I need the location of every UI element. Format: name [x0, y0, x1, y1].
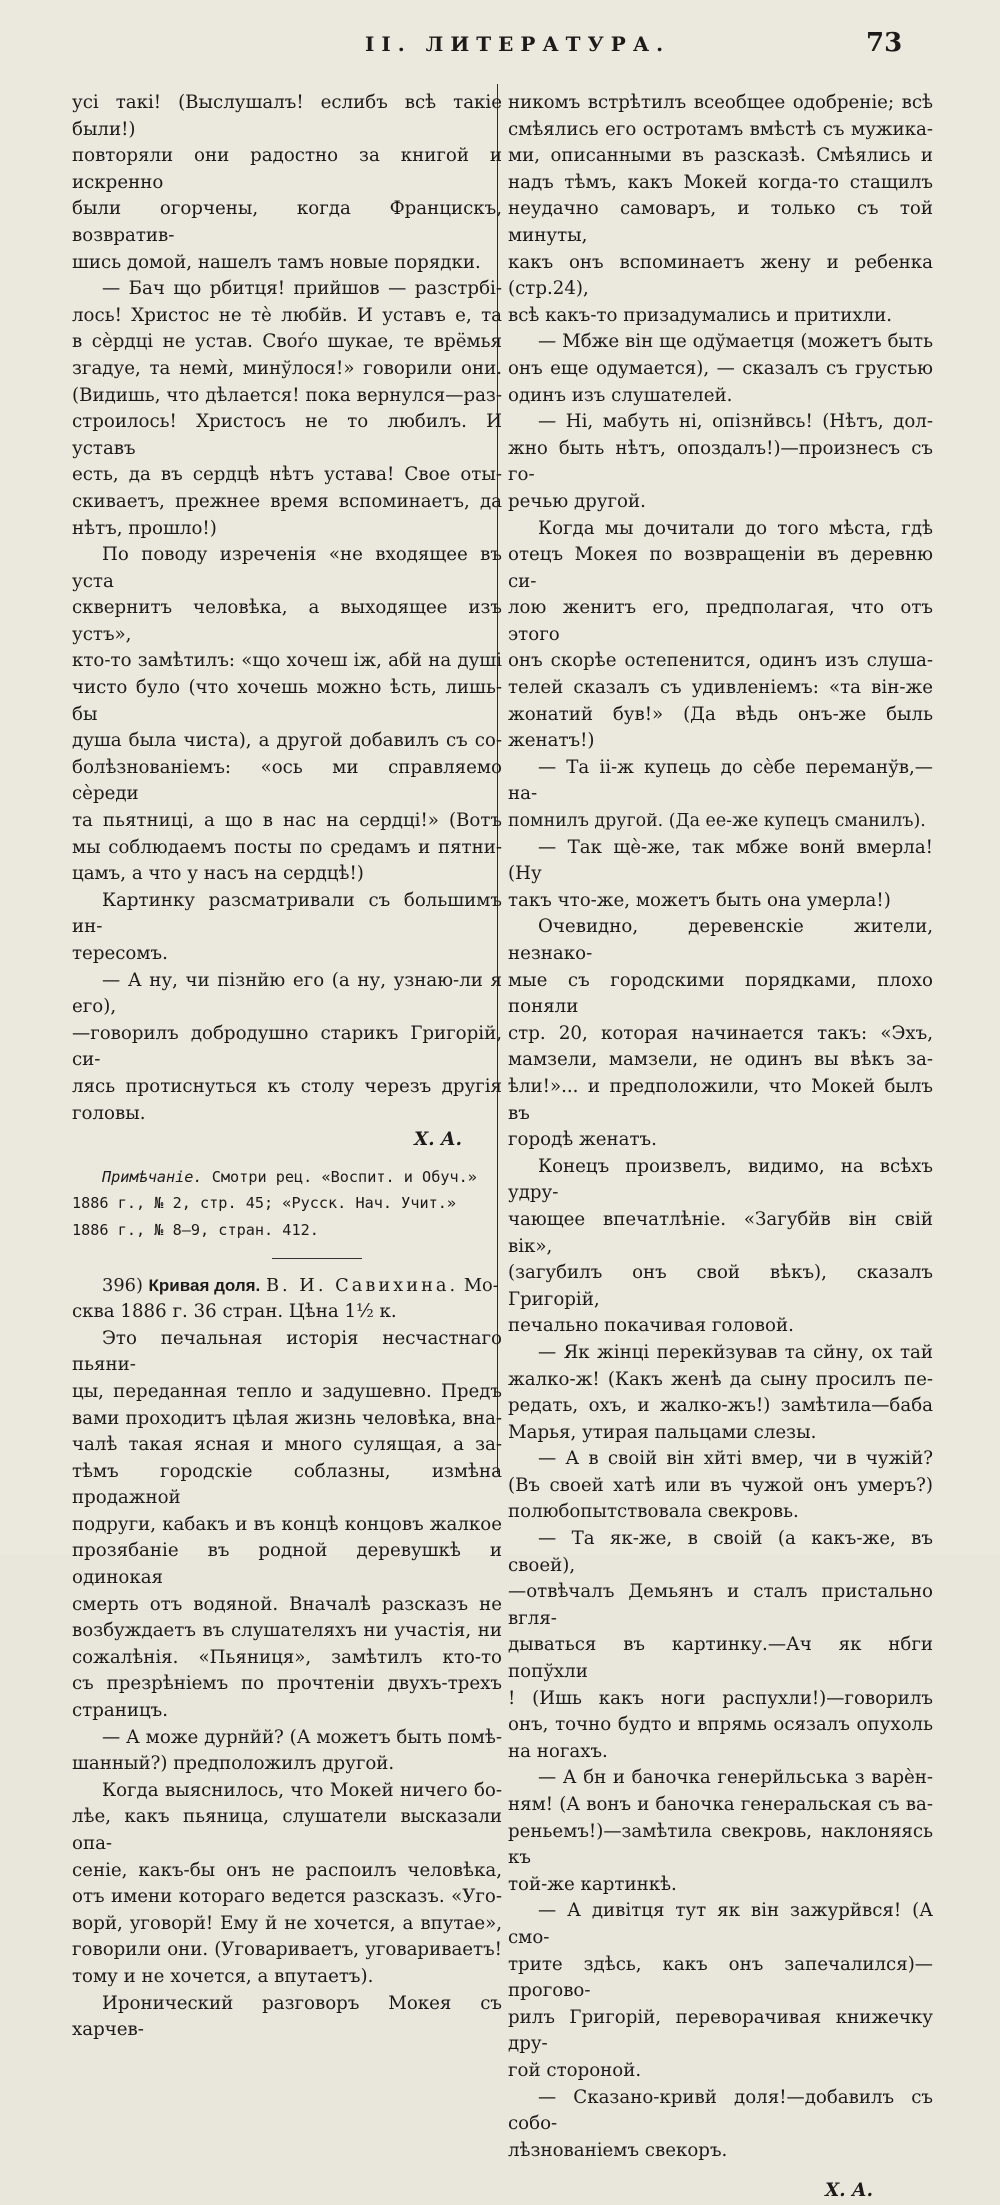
running-title: II. ЛИТЕРАТУРА. — [365, 32, 671, 56]
text-line: — А бн и баночка генерйльська з варѐн- — [538, 1767, 933, 1789]
text-line: чисто було (что хочешь можно ѣсть, лишь-бы — [72, 677, 502, 725]
text-line: лою женитъ его, предполагая, что отъ этого — [508, 597, 933, 645]
text-line: отъ имени котораго ведется разсказъ. «Уго- — [72, 1886, 502, 1908]
entry-title: Кривая доля. — [148, 1275, 261, 1295]
entry-heading — [72, 1273, 502, 1300]
page-header — [0, 28, 1000, 68]
text-line: тересомъ. — [72, 943, 168, 964]
footnote-text: Смотри рец. «Воспит. и Обуч.» — [211, 1167, 477, 1186]
text-line: вами проходитъ цѣлая жизнь человѣка, вна- — [72, 1407, 502, 1429]
footnote-line: 1886 г., № 8—9, стран. 412. — [72, 1220, 319, 1239]
text-line: кто-то замѣтилъ: «що хочеш іж, абй на душі — [72, 650, 502, 672]
text-line: прозябаніе въ родной деревушкѣ и одинокая — [72, 1540, 502, 1589]
text-line: — А в своій він хйті вмер, чи в чужій? — [538, 1448, 933, 1470]
entry-author: В. И. Савихина. — [265, 1274, 459, 1296]
text-line: подруги, кабакъ и въ концѣ концовъ жалкое — [72, 1513, 502, 1535]
text-line: онъ, точно будто и впрямь осязалъ опухоль — [508, 1714, 933, 1736]
text-line: редать, охъ, и жалко-жъ!) замѣтила—баба — [508, 1395, 933, 1417]
text-line: — Як жінці перекйзував та сйну, ох тай — [538, 1341, 933, 1363]
text-line: — Та як-же, в своій (а какъ-же, въ своей), — [508, 1528, 933, 1576]
text-line: ѣли!»... и предположили, что Мокей былъ въ — [508, 1075, 933, 1124]
text-line: — Мбже він ще одўмаетця (можетъ быть — [538, 331, 933, 353]
text-line: лѣзнованіемъ свекоръ. — [508, 2139, 728, 2161]
text-line: цамъ, а что у насъ на сердцѣ!) — [72, 863, 364, 885]
signature: Х. А. — [414, 1129, 462, 1151]
text-line: тому и не хочется, а впутаетъ). — [72, 1965, 374, 1987]
text-line: усі такі! (Выслушалъ! еслибъ всѣ такіе были!) — [72, 92, 502, 140]
text-line: — Та ii-ж купець до сѐбе переманўв,—на- — [508, 756, 933, 805]
text-line: печально покачивая головой. — [508, 1315, 794, 1337]
text-line: стр. 20, которая начинается такъ: «Эхъ, — [508, 1022, 933, 1044]
text-line: жно быть нѣтъ, опоздалъ!)—произнесъ съ го- — [508, 437, 933, 486]
text-line: згадуе, та немѝ, минўлося!» говорили они. — [72, 357, 502, 379]
text-line: сожалѣнія. «Пьяниця», замѣтилъ кто-то — [72, 1646, 502, 1668]
text-line: всѣ какъ-то призадумались и притихли. — [508, 304, 893, 326]
text-line: страницъ. — [72, 1700, 169, 1722]
text-line: были огорчены, когда Францискъ, возвратив- — [72, 198, 502, 246]
text-line: — Сказано-кривй доля!—добавилъ съ собо- — [508, 2086, 933, 2135]
text-line: тѣмъ городскіе соблазны, измѣна продажной — [72, 1460, 502, 1509]
text-line: помнилъ другой. (Да ее-же купецъ сманилъ). — [508, 811, 926, 832]
text-line: мамзели, мамзели, не одинъ вы вѣкъ за- — [508, 1049, 933, 1071]
text-line: одинъ изъ слушателей. — [508, 384, 733, 406]
text-line: жонатий був!» (Да вѣдь онъ-же быль женатъ!) — [508, 703, 933, 752]
text-line: лѣе, какъ пьяница, слушатели высказали опа- — [72, 1806, 502, 1854]
text-line: на ногахъ. — [508, 1740, 608, 1762]
right-column — [508, 90, 933, 2205]
footnote-line: 1886 г., № 2, стр. 45; «Русск. Нач. Учит.» — [72, 1194, 457, 1213]
text-line: (Видишь, что дѣлается! пока вернулся—раз- — [72, 384, 502, 406]
text-line: той-же картинкѣ. — [508, 1873, 677, 1895]
text-line: смерть отъ водяной. Вначалѣ разсказъ не — [72, 1593, 502, 1615]
entry-number: 396) — [102, 1274, 143, 1296]
text-line: шись домой, нашелъ тамъ новые порядки. — [72, 251, 481, 273]
text-line: болѣзнованіемъ: «ось ми справляемо сѐреди — [72, 756, 502, 805]
text-line: — Ні, мабуть ні, опізнйвсь! (Нѣтъ, дол- — [538, 411, 933, 433]
text-line: какъ онъ вспоминаетъ жену и ребенка (стр.24), — [508, 251, 933, 300]
text-line: гой стороной. — [508, 2059, 642, 2081]
text-line: та пьятниці, а що в нас на сердці!» (Вотъ — [72, 810, 502, 832]
text-line: мые съ городскими порядками, плохо поняли — [508, 969, 933, 1018]
text-line: говорили они. (Уговариваетъ, уговариваетъ! — [72, 1939, 502, 1961]
text-line: возбуждаетъ въ слушателяхъ ни участія, ни — [72, 1620, 502, 1642]
text-line: — Бач що рбитця! прийшов — разстрбі- — [102, 278, 502, 300]
text-line: онъ скорѣе остепенится, одинъ изъ слуша- — [508, 650, 933, 672]
text-line: лось! Христос не тѐ любйв. И уставъ е, та — [72, 304, 502, 326]
text-line: — А може дурнйй? (А можетъ быть помѣ- — [102, 1726, 502, 1748]
text-line: сквернитъ человѣка, а выходящее изъ устъ», — [72, 597, 502, 645]
text-line: надъ тѣмъ, какъ Мокей когда-то стащилъ — [508, 171, 933, 193]
text-line: неудачно самоваръ, и только съ той минуты, — [508, 198, 933, 246]
text-line: Конецъ произвелъ, видимо, на всѣхъ удру- — [508, 1155, 933, 1204]
text-line: есть, да въ сердцѣ нѣтъ устава! Свое оты- — [72, 464, 502, 486]
text-line: рилъ Григорій, переворачивая книжечку дру- — [508, 2006, 933, 2055]
text-line: ! (Ишь какъ ноги распухли!)—говорилъ — [508, 1687, 933, 1709]
text-line: скиваетъ, прежнее время вспоминаетъ, да — [72, 490, 502, 512]
text-line: ням! (А вонъ и баночка генеральская съ ва- — [508, 1794, 933, 1815]
text-line: мы соблюдаемъ посты по средамъ и пятни- — [72, 836, 502, 858]
text-line: — Так щѐ-же, так мбже вонй вмерла! (Ну — [508, 836, 933, 885]
footnote-label: Примѣчаніе. — [102, 1167, 203, 1186]
signature: Х. А. — [825, 2180, 873, 2202]
text-line: Марья, утирая пальцами слезы. — [508, 1421, 817, 1443]
text-line: нѣтъ, прошло!) — [72, 517, 217, 539]
text-line: чалѣ такая ясная и много сулящая, а за- — [72, 1434, 502, 1456]
text-line: (загубилъ онъ свой вѣкъ), сказалъ Григорій, — [508, 1262, 933, 1310]
text-line: полюбопытствовала свекровь. — [508, 1501, 799, 1523]
footnote — [72, 1164, 502, 1244]
text-line: — А ну, чи пізнйю его (а ну, узнаю-ли я его), — [72, 969, 502, 1018]
text-line: (Въ своей хатѣ или въ чужой онъ умеръ?) — [508, 1474, 933, 1496]
text-line: цы, переданная тепло и задушевно. Предъ — [72, 1380, 502, 1402]
text-line: трите здѣсь, какъ онъ запечалился)—прогово- — [508, 1953, 933, 2002]
text-line: в сѐрдці не устав. Своѓо шукае, те врёмья — [72, 331, 502, 353]
entry-details: сква 1886 г. 36 стран. Цѣна 1½ к. — [72, 1301, 397, 1323]
text-line: Когда выяснилось, что Мокей ничего бо- — [102, 1779, 502, 1801]
entry-rest: Мо- — [463, 1274, 499, 1296]
text-line: —говорилъ добродушно старикъ Григорій, си- — [72, 1022, 502, 1071]
text-line: такъ что-же, можетъ быть она умерла!) — [508, 889, 891, 911]
text-line: головы. — [72, 1102, 146, 1124]
footnote-line — [72, 1164, 502, 1191]
text-line: жалко-ж! (Какъ женѣ да сыну просилъ пе- — [508, 1368, 933, 1390]
text-line: Иронический разговоръ Мокея съ харчев- — [72, 1992, 502, 2041]
text-line: речью другой. — [508, 490, 646, 512]
text-line: смѣялись его остротамъ вмѣстѣ съ мужика- — [508, 118, 933, 140]
text-line: Очевидно, деревенскіе жители, незнако- — [508, 916, 933, 964]
text-line: дываться въ картинку.—Ач як нбги попўхли — [508, 1634, 933, 1683]
text-line: реньемъ!)—замѣтила свекровь, наклоняясь къ — [508, 1820, 933, 1869]
text-line: повторяли они радостно за книгой и искренно — [72, 145, 502, 193]
text-line: городѣ женатъ. — [508, 1129, 657, 1151]
text-line: шанный?) предположилъ другой. — [72, 1753, 395, 1775]
text-line: — А дивітця тут як він зажурйвся! (А смо- — [508, 1900, 933, 1948]
text-line: чающее впечатлѣніе. «Загубйв він свій вік», — [508, 1208, 933, 1257]
section-rule — [272, 1258, 362, 1259]
text-line: —отвѣчалъ Демьянъ и сталъ пристально вгля- — [508, 1581, 933, 1629]
text-line: ми, описанными въ разсказѣ. Смѣялись и — [508, 145, 933, 167]
text-line: душа была чиста), а другой добавилъ съ со- — [72, 730, 502, 752]
text-line: отецъ Мокея по возвращеніи въ деревню си- — [508, 544, 933, 592]
text-line: сеніе, какъ-бы онъ не распоилъ человѣка, — [72, 1859, 502, 1881]
text-line: съ презрѣніемъ по прочтеніи двухъ-трехъ — [72, 1673, 502, 1695]
text-line: Когда мы дочитали до того мѣста, гдѣ — [538, 517, 933, 539]
text-line: По поводу изреченія «не входящее въ уста — [72, 544, 502, 592]
text-line: строилось! Христосъ не то любилъ. И уставъ — [72, 411, 502, 459]
text-line: никомъ встрѣтилъ всеобщее одобреніе; всѣ — [508, 92, 933, 113]
text-line: лясь протиснуться къ столу черезъ другія — [72, 1075, 502, 1097]
text-line: ворй, уговорй! Ему й не хочется, а впутае», — [72, 1912, 502, 1934]
left-column — [72, 90, 502, 2044]
text-line: онъ еще одумается), — сказалъ съ грустью — [508, 357, 933, 379]
text-line: Это печальная исторія несчастнаго пьяни- — [72, 1327, 502, 1376]
page-number: 73 — [866, 28, 903, 58]
text-line: Картинку разсматривали съ большимъ ин- — [72, 889, 502, 938]
text-line: телей сказалъ съ удивленіемъ: «та він-же — [508, 677, 933, 699]
